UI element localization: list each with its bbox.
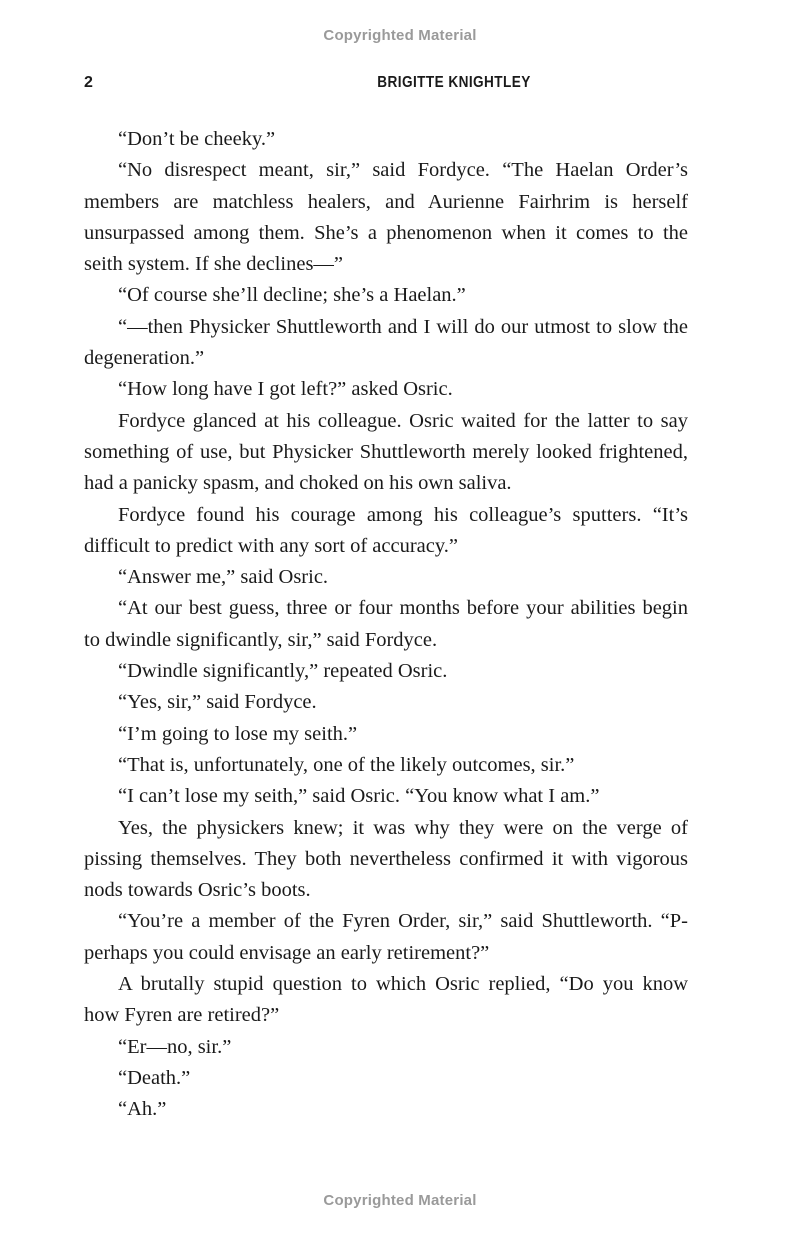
paragraph: A brutally stupid question to which Osric replied, “Do you know how Fyren are retired?” — [84, 973, 688, 1027]
paragraph: “That is, unfortunately, one of the likely outcomes, sir.” — [118, 753, 575, 776]
paragraph: “Death.” — [118, 1066, 191, 1089]
body-text — [84, 124, 688, 1126]
copyright-watermark-top: Copyrighted Material — [323, 27, 477, 44]
page-number: 2 — [84, 74, 93, 91]
paragraph: “I’m going to lose my seith.” — [118, 722, 358, 745]
paragraph: “No disrespect meant, sir,” said Fordyce. “The Haelan Order’s members are matchless healers, and Aurienne Fairhrim is herself unsurpassed among them. She’s a phenomenon when it comes to the seith system. If she declines—” — [84, 159, 688, 276]
paragraph: “Don’t be cheeky.” — [118, 128, 276, 150]
paragraph: “Of course she’ll decline; she’s a Haelan.” — [118, 284, 466, 307]
paragraph: “Er—no, sir.” — [118, 1035, 232, 1058]
paragraph: “Answer me,” said Osric. — [118, 566, 329, 589]
paragraph: “Dwindle significantly,” repeated Osric. — [118, 660, 448, 683]
author-name: BRIGITTE KNIGHTLEY — [377, 74, 531, 91]
paragraph: “You’re a member of the Fyren Order, sir,” said Shuttleworth. “P-perhaps you could envisage an early retirement?” — [84, 910, 688, 964]
paragraph: “Yes, sir,” said Fordyce. — [118, 691, 317, 714]
paragraph: Fordyce found his courage among his colleague’s sputters. “It’s difficult to predict with any sort of accuracy.” — [84, 503, 688, 557]
paragraph: “At our best guess, three or four months before your abilities begin to dwindle significantly, sir,” said Fordyce. — [84, 597, 688, 651]
paragraph: “How long have I got left?” asked Osric. — [118, 378, 453, 401]
paragraph: “—then Physicker Shuttleworth and I will do our utmost to slow the degeneration.” — [84, 315, 688, 370]
running-head — [84, 74, 688, 98]
paragraph: Yes, the physickers knew; it was why they were on the verge of pissing themselves. They both nevertheless confirmed it with vigorous nods towards Osric’s boots. — [84, 816, 688, 902]
paragraph: “I can’t lose my seith,” said Osric. “You know what I am.” — [118, 785, 600, 808]
paragraph: “Ah.” — [118, 1098, 167, 1121]
copyright-watermark-bottom: Copyrighted Material — [323, 1192, 477, 1209]
paragraph: Fordyce glanced at his colleague. Osric waited for the latter to say something of use, but Physicker Shuttleworth merely looked frightened, had a panicky spasm, and choked on his own saliva. — [84, 409, 688, 495]
